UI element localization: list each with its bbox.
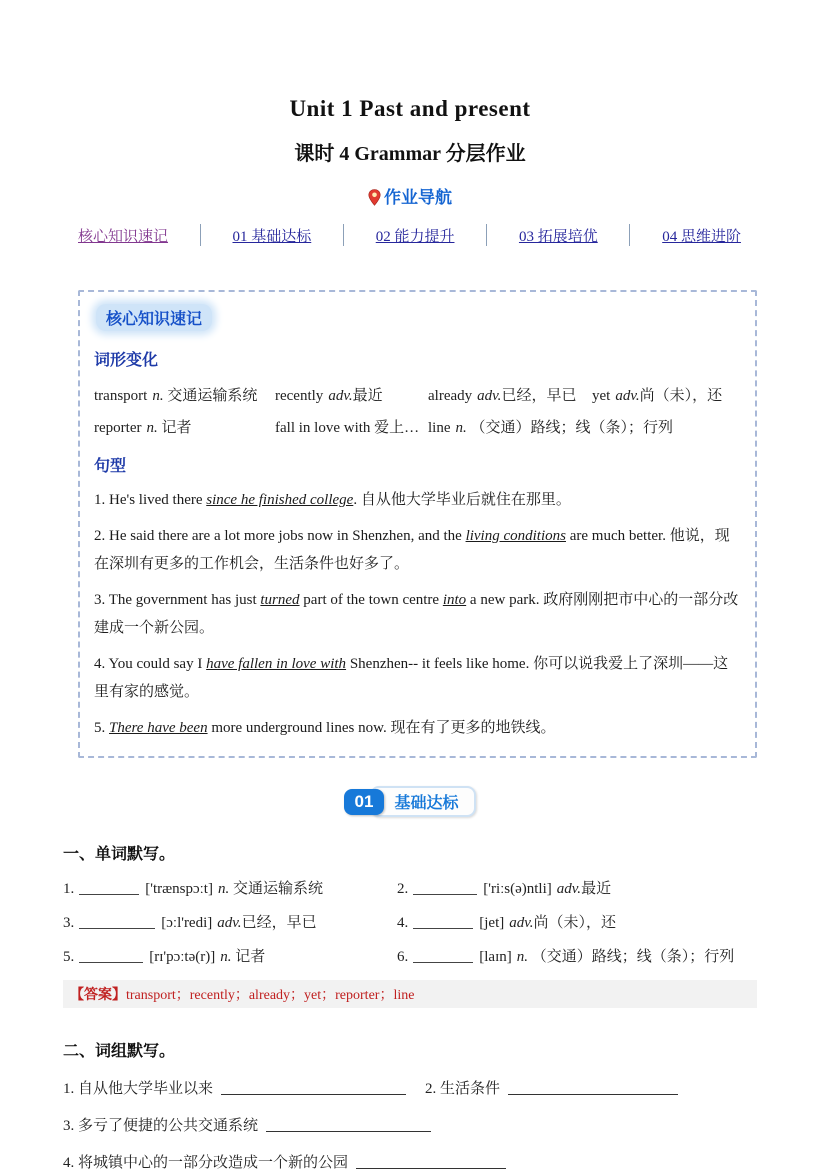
phonetic: [ɔːl'redi] xyxy=(161,915,213,931)
sentence-run-emphasis: have fallen in love with xyxy=(206,656,347,672)
page-title: Unit 1 Past and present xyxy=(289,96,531,121)
nav-separator xyxy=(629,224,630,246)
phonetic: [laɪn] xyxy=(479,949,512,965)
vocab-entry xyxy=(428,384,592,405)
answer-bar xyxy=(63,980,757,1008)
phonetic: ['trænspɔːt] xyxy=(145,881,213,897)
answer-text: transport；recently；already；yet；reporter；line xyxy=(126,988,415,1003)
phrase-text: 将城镇中心的一部分改造成一个新的公园 xyxy=(74,1155,349,1169)
homework-nav-header xyxy=(63,183,757,211)
answer-label: 【答案】 xyxy=(70,988,126,1003)
part-of-speech: n. xyxy=(220,949,232,965)
item-number: 2. xyxy=(397,881,409,897)
phonetic: [jet] xyxy=(479,915,505,931)
level-badge-wrap xyxy=(63,786,757,817)
part-of-speech: n. xyxy=(217,881,230,897)
word-dictation-row xyxy=(63,911,757,932)
nav-separator xyxy=(200,224,201,246)
phrase-text: 自从他大学毕业以来 xyxy=(74,1081,214,1097)
page-subtitle: 课时 4 Grammar 分层作业 xyxy=(294,143,526,165)
word-item-3 xyxy=(63,911,397,932)
blank-line xyxy=(79,948,143,963)
vocab-pos: n. xyxy=(146,420,158,436)
blank-line xyxy=(413,914,473,929)
core-knowledge-box xyxy=(78,290,757,758)
word-item-5 xyxy=(63,945,397,966)
vocab-meaning: 最近 xyxy=(352,388,383,404)
phonetic: [rɪ'pɔːtə(r)] xyxy=(149,949,216,965)
vocab-meaning: 尚（未），还 xyxy=(639,388,723,404)
phrase-item-2 xyxy=(425,1077,678,1098)
sentence-run-emphasis: since he finished college xyxy=(206,492,354,508)
blank-line xyxy=(508,1080,678,1095)
vocab-pos: n. xyxy=(152,388,164,404)
blank-line xyxy=(356,1154,506,1169)
phrase-text: 生活条件 xyxy=(436,1081,501,1097)
item-number: 4. xyxy=(397,915,409,931)
blank-line xyxy=(79,880,139,895)
part-of-speech: adv. xyxy=(217,915,242,931)
word-dictation-row xyxy=(63,877,757,898)
vocab-word: transport xyxy=(94,388,148,404)
item-number: 6. xyxy=(397,949,409,965)
sentence-run-emphasis: into xyxy=(442,592,467,608)
vocab-meaning: 已经，早已 xyxy=(501,388,577,404)
sentence-run: part of the town centre xyxy=(299,592,443,608)
vocab-entry xyxy=(592,384,741,405)
pattern-sentence-3 xyxy=(94,586,741,642)
pattern-sentence-2 xyxy=(94,522,741,578)
nav-link-core-knowledge[interactable]: 核心知识速记 xyxy=(78,228,169,245)
item-number: 4. xyxy=(63,1155,75,1169)
word-forms-title: 词形变化 xyxy=(94,352,159,369)
patterns-title: 句型 xyxy=(94,458,127,475)
nav-link-01-basics[interactable]: 01 基础达标 xyxy=(232,228,312,245)
phrase-item-3 xyxy=(63,1114,425,1135)
word-meaning: 交通运输系统 xyxy=(229,881,323,897)
nav-header-label: 作业导航 xyxy=(384,188,452,207)
vocab-pos: adv. xyxy=(477,388,502,404)
phrase-dictation-row xyxy=(63,1077,757,1098)
phrase-text: 多亏了便捷的公共交通系统 xyxy=(74,1118,259,1134)
blank-line xyxy=(221,1080,406,1095)
vocab-meaning: 记者 xyxy=(157,420,192,436)
blank-line xyxy=(266,1117,431,1132)
item-number: 1. xyxy=(63,881,75,897)
vocab-meaning: 交通运输系统 xyxy=(163,388,258,404)
sentence-run-emphasis: living conditions xyxy=(465,528,566,544)
vocab-pos: adv. xyxy=(328,388,353,404)
nav-separator xyxy=(343,224,344,246)
sentence-run-emphasis: turned xyxy=(260,592,300,608)
map-pin-icon xyxy=(368,189,381,211)
badge-label: 基础达标 xyxy=(370,786,476,817)
sentence-run: are much better. 他说，现在深圳有更多的工作机会，生活条件也好多了。 xyxy=(94,528,730,572)
sentence-run: 2. He said there are a lot more jobs now in Shenzhen, and the xyxy=(94,528,466,544)
vocab-entry xyxy=(428,416,741,437)
nav-link-02-ability[interactable]: 02 能力提升 xyxy=(375,228,455,245)
word-meaning: 最近 xyxy=(581,881,612,897)
vocab-word: recently xyxy=(275,388,324,404)
vocab-word: fall in love with xyxy=(275,420,371,436)
item-number: 1. xyxy=(63,1081,75,1097)
phonetic: ['riːs(ə)ntli] xyxy=(483,881,552,897)
sentence-run: Shenzhen-- it feels like home. 你可以说我爱上了深圳——这里有家的感觉。 xyxy=(94,656,729,700)
sentence-run: a new park. 政府刚刚把市中心的一部分改建成一个新公园。 xyxy=(94,592,739,636)
sentence-run: 4. You could say I xyxy=(94,656,207,672)
vocab-entry xyxy=(94,416,275,437)
phrase-dictation-row xyxy=(63,1151,757,1169)
nav-separator xyxy=(486,224,487,246)
sentence-run: more underground lines now. 现在有了更多的地铁线。 xyxy=(207,720,556,736)
vocab-word: reporter xyxy=(94,420,142,436)
vocab-meaning: 爱上… xyxy=(370,420,420,436)
vocab-pos: adv. xyxy=(615,388,640,404)
badge-number: 01 xyxy=(344,789,385,815)
pattern-sentence-5 xyxy=(94,714,741,742)
item-number: 3. xyxy=(63,1118,75,1134)
part2-title: 二、词组默写。 xyxy=(63,1043,176,1060)
sentence-run-emphasis: There have been xyxy=(109,720,208,736)
core-knowledge-header: 核心知识速记 xyxy=(96,304,212,331)
word-dictation-row xyxy=(63,945,757,966)
sentence-run: . 自从他大学毕业后就住在那里。 xyxy=(353,492,571,508)
vocab-meaning: （交通）路线；线（条）；行列 xyxy=(466,420,674,436)
word-item-2 xyxy=(397,877,611,898)
word-meaning: 记者 xyxy=(231,949,266,965)
vocab-pos: n. xyxy=(455,420,467,436)
word-meaning: （交通）路线；线（条）；行列 xyxy=(527,949,735,965)
level-01-badge xyxy=(344,786,477,817)
phrase-item-1 xyxy=(63,1077,425,1098)
word-item-6 xyxy=(397,945,734,966)
part1-title: 一、单词默写。 xyxy=(63,846,176,863)
nav-link-03-expand[interactable]: 03 拓展培优 xyxy=(518,228,598,245)
vocab-entry xyxy=(275,416,428,437)
word-item-1 xyxy=(63,877,397,898)
vocab-entry xyxy=(275,384,428,405)
blank-line xyxy=(79,914,155,929)
pattern-sentence-1 xyxy=(94,486,741,514)
item-number: 2. xyxy=(425,1081,437,1097)
vocab-word: yet xyxy=(592,388,611,404)
pattern-sentence-4 xyxy=(94,650,741,706)
vocab-grid xyxy=(94,384,741,437)
part-of-speech: adv. xyxy=(509,915,534,931)
sentence-run: 3. The government has just xyxy=(94,592,261,608)
vocab-entry xyxy=(94,384,275,405)
nav-link-04-thinking[interactable]: 04 思维进阶 xyxy=(662,228,741,245)
item-number: 3. xyxy=(63,915,75,931)
vocab-word: already xyxy=(428,388,473,404)
word-item-4 xyxy=(397,911,616,932)
blank-line xyxy=(413,880,477,895)
part-of-speech: n. xyxy=(516,949,528,965)
section-nav xyxy=(63,224,757,246)
phrase-item-4 xyxy=(63,1151,425,1169)
sentence-run: 1. He's lived there xyxy=(94,492,207,508)
phrase-dictation-row xyxy=(63,1114,757,1135)
word-meaning: 已经，早已 xyxy=(241,915,317,931)
blank-line xyxy=(413,948,473,963)
sentence-run: 5. xyxy=(94,720,109,736)
vocab-word: line xyxy=(428,420,451,436)
item-number: 5. xyxy=(63,949,75,965)
word-meaning: 尚（未），还 xyxy=(533,915,617,931)
part-of-speech: adv. xyxy=(556,881,582,897)
